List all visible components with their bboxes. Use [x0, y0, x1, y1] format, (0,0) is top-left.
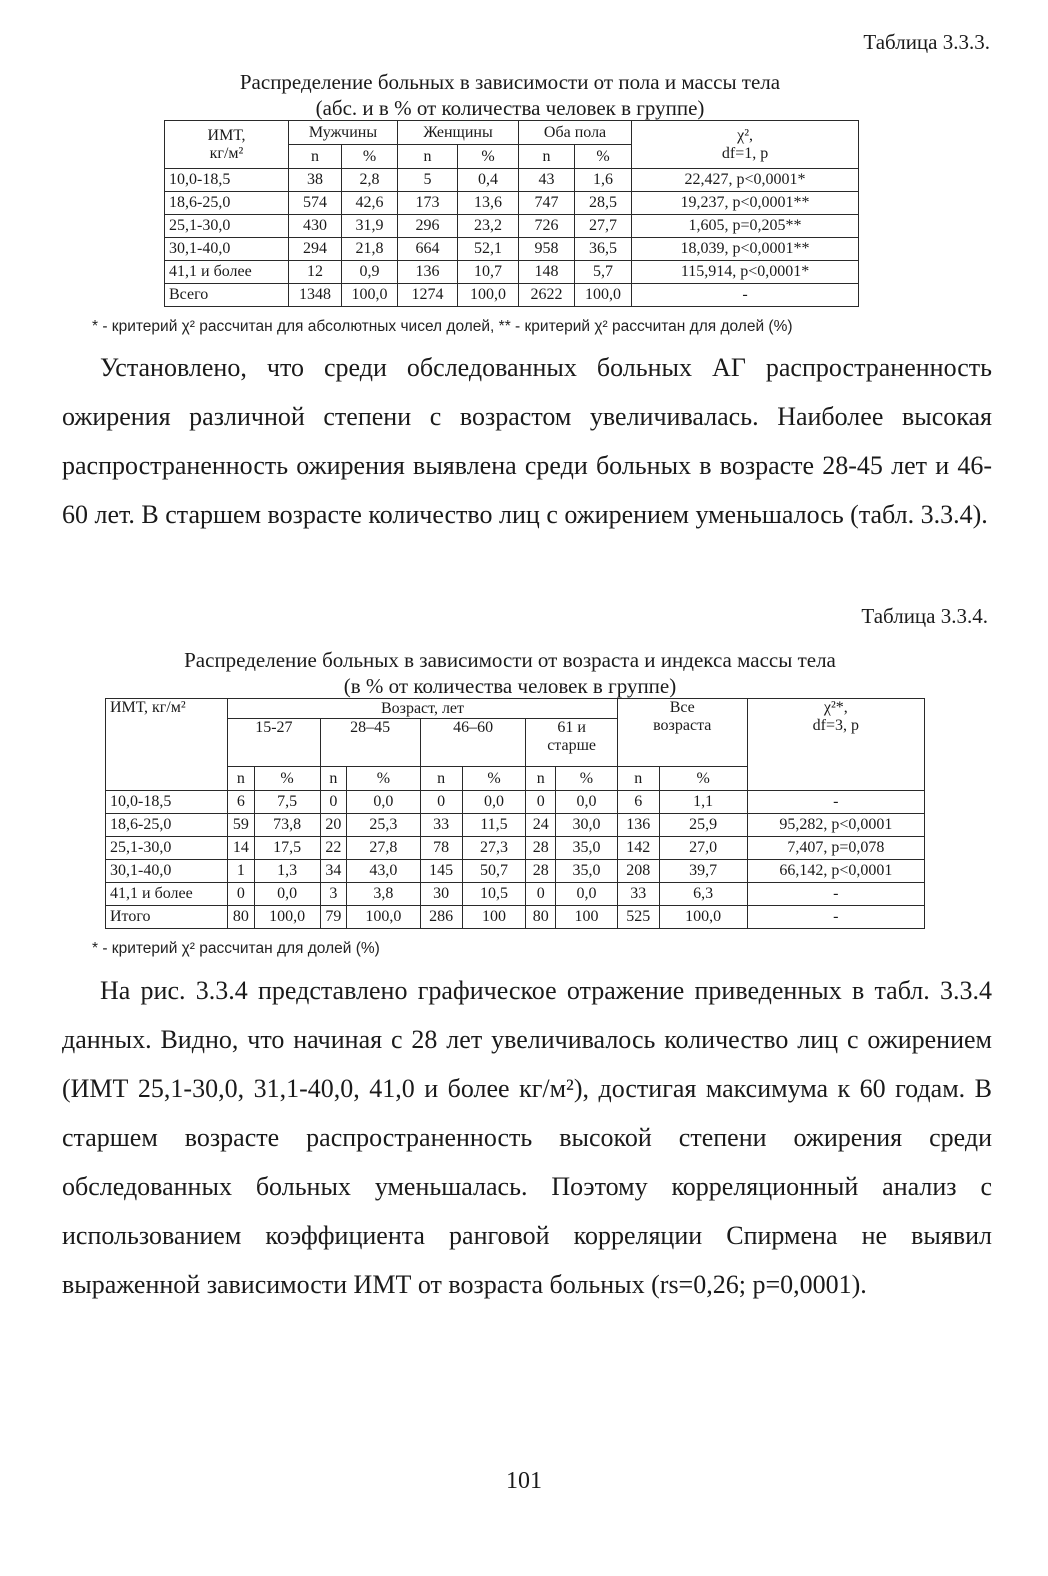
table-row — [106, 814, 925, 837]
table-row — [106, 791, 925, 814]
all-n-cell: 525 — [617, 906, 659, 929]
all-n-cell: 208 — [617, 860, 659, 883]
table-row — [165, 192, 859, 215]
both-pct-cell: 100,0 — [575, 284, 632, 307]
all-pct-cell: 1,1 — [659, 791, 747, 814]
header-age: Возраст, лет — [228, 699, 618, 719]
row-imt-cell: 25,1-30,0 — [106, 837, 228, 860]
46-60-pct-cell: 27,3 — [462, 837, 526, 860]
46-60-n-cell: 286 — [420, 906, 462, 929]
table-3-3-4-footnote: * - критерий χ² рассчитан для долей (%) — [92, 940, 380, 957]
15-27-n-cell: 6 — [228, 791, 254, 814]
15-27-pct-cell: 1,3 — [254, 860, 320, 883]
61-plus-n-cell: 28 — [526, 860, 556, 883]
61-plus-n-cell: 80 — [526, 906, 556, 929]
table-3-3-4-subtitle: (в % от количества человек в группе) — [343, 674, 677, 698]
28-45-pct-cell: 3,8 — [347, 883, 421, 906]
row-imt-cell: 10,0-18,5 — [165, 169, 289, 192]
women-pct-cell: 0,4 — [458, 169, 519, 192]
both-n-cell: 726 — [519, 215, 575, 238]
chi-cell: 7,407, p=0,078 — [747, 837, 924, 860]
28-45-n-cell: 3 — [320, 883, 346, 906]
28-45-pct-cell: 0,0 — [347, 791, 421, 814]
women-pct-cell: 100,0 — [458, 284, 519, 307]
men-n-cell: 38 — [289, 169, 342, 192]
table-3-3-3 — [164, 120, 859, 307]
row-imt-cell: 41,1 и более — [106, 883, 228, 906]
row-imt-cell: 10,0-18,5 — [106, 791, 228, 814]
header-n: n — [617, 767, 659, 791]
men-pct-cell: 42,6 — [342, 192, 398, 215]
header-pct: % — [462, 767, 526, 791]
men-pct-cell: 21,8 — [342, 238, 398, 261]
women-pct-cell: 13,6 — [458, 192, 519, 215]
header-age-46-60: 46–60 — [420, 719, 526, 767]
chi-cell: 19,237, p<0,0001** — [632, 192, 859, 215]
table-row — [165, 284, 859, 307]
men-pct-cell: 31,9 — [342, 215, 398, 238]
table-row — [165, 215, 859, 238]
46-60-pct-cell: 10,5 — [462, 883, 526, 906]
46-60-n-cell: 145 — [420, 860, 462, 883]
header-women: Женщины — [398, 121, 519, 145]
chi-cell: 1,605, p=0,205** — [632, 215, 859, 238]
both-pct-cell: 1,6 — [575, 169, 632, 192]
women-pct-cell: 23,2 — [458, 215, 519, 238]
table-3-3-3-body — [165, 169, 859, 307]
row-imt-cell: 18,6-25,0 — [165, 192, 289, 215]
header-imt: ИМТ, кг/м² — [165, 121, 289, 169]
15-27-pct-cell: 100,0 — [254, 906, 320, 929]
women-pct-cell: 52,1 — [458, 238, 519, 261]
header-all-ages: Все возраста — [617, 699, 747, 767]
men-n-cell: 430 — [289, 215, 342, 238]
header-chi: χ²*, df=3, p — [747, 699, 924, 791]
women-pct-cell: 10,7 — [458, 261, 519, 284]
15-27-n-cell: 80 — [228, 906, 254, 929]
61-plus-pct-cell: 35,0 — [556, 860, 618, 883]
15-27-n-cell: 14 — [228, 837, 254, 860]
header-n: n — [228, 767, 254, 791]
15-27-pct-cell: 0,0 — [254, 883, 320, 906]
header-pct: % — [659, 767, 747, 791]
header-n: n — [420, 767, 462, 791]
46-60-pct-cell: 50,7 — [462, 860, 526, 883]
header-age-28-45: 28–45 — [320, 719, 420, 767]
all-n-cell: 33 — [617, 883, 659, 906]
28-45-pct-cell: 25,3 — [347, 814, 421, 837]
both-n-cell: 958 — [519, 238, 575, 261]
women-n-cell: 173 — [398, 192, 458, 215]
all-pct-cell: 6,3 — [659, 883, 747, 906]
28-45-pct-cell: 100,0 — [347, 906, 421, 929]
header-chi: χ², df=1, p — [632, 121, 859, 169]
chi-cell: 115,914, p<0,0001* — [632, 261, 859, 284]
header-both: Оба пола — [519, 121, 632, 145]
both-pct-cell: 36,5 — [575, 238, 632, 261]
women-n-cell: 1274 — [398, 284, 458, 307]
28-45-pct-cell: 43,0 — [347, 860, 421, 883]
men-n-cell: 1348 — [289, 284, 342, 307]
table-row — [106, 906, 925, 929]
header-age-15-27: 15-27 — [228, 719, 320, 767]
61-plus-pct-cell: 0,0 — [556, 883, 618, 906]
row-imt-cell: Итого — [106, 906, 228, 929]
28-45-pct-cell: 27,8 — [347, 837, 421, 860]
men-n-cell: 12 — [289, 261, 342, 284]
row-imt-cell: 41,1 и более — [165, 261, 289, 284]
chi-cell: 66,142, p<0,0001 — [747, 860, 924, 883]
chi-cell: 18,039, p<0,0001** — [632, 238, 859, 261]
61-plus-n-cell: 24 — [526, 814, 556, 837]
men-pct-cell: 0,9 — [342, 261, 398, 284]
46-60-n-cell: 0 — [420, 791, 462, 814]
15-27-pct-cell: 73,8 — [254, 814, 320, 837]
all-n-cell: 142 — [617, 837, 659, 860]
women-n-cell: 136 — [398, 261, 458, 284]
header-n: n — [526, 767, 556, 791]
61-plus-n-cell: 0 — [526, 883, 556, 906]
15-27-pct-cell: 7,5 — [254, 791, 320, 814]
header-pct: % — [556, 767, 618, 791]
page-number: 101 — [506, 1468, 542, 1494]
table-3-3-3-footnote: * - критерий χ² рассчитан для абсолютных чисел долей, ** - критерий χ² рассчитан для долей (%) — [92, 318, 793, 335]
men-pct-cell: 2,8 — [342, 169, 398, 192]
header-pct: % — [458, 145, 519, 169]
61-plus-n-cell: 28 — [526, 837, 556, 860]
chi-cell: - — [747, 883, 924, 906]
15-27-pct-cell: 17,5 — [254, 837, 320, 860]
header-men: Мужчины — [289, 121, 398, 145]
header-pct: % — [575, 145, 632, 169]
table-3-3-3-subtitle: (абс. и в % от количества человек в группе) — [315, 96, 705, 120]
table-3-3-4 — [105, 698, 925, 929]
table-3-3-3-label: Таблица 3.3.3. — [863, 30, 990, 54]
15-27-n-cell: 1 — [228, 860, 254, 883]
46-60-n-cell: 30 — [420, 883, 462, 906]
table-row — [106, 837, 925, 860]
row-imt-cell: 30,1-40,0 — [106, 860, 228, 883]
header-n: n — [519, 145, 575, 169]
men-n-cell: 294 — [289, 238, 342, 261]
table-3-3-4-body — [106, 791, 925, 929]
28-45-n-cell: 34 — [320, 860, 346, 883]
header-pct: % — [254, 767, 320, 791]
header-imt: ИМТ, кг/м² — [106, 699, 228, 791]
men-pct-cell: 100,0 — [342, 284, 398, 307]
header-age-61-plus: 61 и старше — [526, 719, 617, 767]
table-row — [165, 238, 859, 261]
men-n-cell: 574 — [289, 192, 342, 215]
both-pct-cell: 27,7 — [575, 215, 632, 238]
28-45-n-cell: 79 — [320, 906, 346, 929]
61-plus-pct-cell: 100 — [556, 906, 618, 929]
28-45-n-cell: 0 — [320, 791, 346, 814]
women-n-cell: 664 — [398, 238, 458, 261]
28-45-n-cell: 20 — [320, 814, 346, 837]
paragraph-2: На рис. 3.3.4 представлено графическое отражение приведенных в табл. 3.3.4 данных. Видно, что начиная с 28 лет увеличивалось количество лиц с ожирением (ИМТ 25,1-30,0, 31,1-40,0, 41,0 и более кг/м²), достигая максимума к 60 годам. В старшем возрасте распространенность высокой степени ожирения среди обследованных больных уменьшалась. Поэтому корреляционный анализ с использованием коэффициента ранговой корреляции Спирмена не выявил выраженной зависимости ИМТ от возраста больных (rs=0,26; p=0,0001). — [62, 976, 992, 1299]
header-n: n — [289, 145, 342, 169]
46-60-pct-cell: 0,0 — [462, 791, 526, 814]
46-60-pct-cell: 100 — [462, 906, 526, 929]
both-n-cell: 43 — [519, 169, 575, 192]
table-3-3-4-label: Таблица 3.3.4. — [861, 604, 988, 628]
61-plus-pct-cell: 30,0 — [556, 814, 618, 837]
table-3-3-3-title: Распределение больных в зависимости от пола и массы тела — [239, 70, 781, 94]
chi-cell: - — [747, 906, 924, 929]
table-row — [165, 261, 859, 284]
table-row — [106, 860, 925, 883]
46-60-n-cell: 78 — [420, 837, 462, 860]
all-pct-cell: 39,7 — [659, 860, 747, 883]
chi-cell: 95,282, p<0,0001 — [747, 814, 924, 837]
both-n-cell: 747 — [519, 192, 575, 215]
both-n-cell: 2622 — [519, 284, 575, 307]
row-imt-cell: Всего — [165, 284, 289, 307]
women-n-cell: 296 — [398, 215, 458, 238]
all-n-cell: 136 — [617, 814, 659, 837]
chi-cell: - — [632, 284, 859, 307]
both-pct-cell: 5,7 — [575, 261, 632, 284]
header-n: n — [320, 767, 346, 791]
all-pct-cell: 25,9 — [659, 814, 747, 837]
row-imt-cell: 18,6-25,0 — [106, 814, 228, 837]
women-n-cell: 5 — [398, 169, 458, 192]
61-plus-n-cell: 0 — [526, 791, 556, 814]
61-plus-pct-cell: 35,0 — [556, 837, 618, 860]
table-row — [106, 883, 925, 906]
header-n: n — [398, 145, 458, 169]
header-pct: % — [342, 145, 398, 169]
table-3-3-4-title: Распределение больных в зависимости от возраста и индекса массы тела — [184, 648, 836, 672]
46-60-pct-cell: 11,5 — [462, 814, 526, 837]
row-imt-cell: 25,1-30,0 — [165, 215, 289, 238]
both-n-cell: 148 — [519, 261, 575, 284]
61-plus-pct-cell: 0,0 — [556, 791, 618, 814]
paragraph-1: Установлено, что среди обследованных больных АГ распространенность ожирения различной степени с возрастом увеличивалась. Наиболее высокая распространенность ожирения выявлена среди больных в возрасте 28-45 лет и 46-60 лет. В старшем возрасте количество лиц с ожирением уменьшалось (табл. 3.3.4). — [62, 353, 992, 529]
all-pct-cell: 27,0 — [659, 837, 747, 860]
row-imt-cell: 30,1-40,0 — [165, 238, 289, 261]
15-27-n-cell: 59 — [228, 814, 254, 837]
chi-cell: - — [747, 791, 924, 814]
all-n-cell: 6 — [617, 791, 659, 814]
15-27-n-cell: 0 — [228, 883, 254, 906]
28-45-n-cell: 22 — [320, 837, 346, 860]
all-pct-cell: 100,0 — [659, 906, 747, 929]
table-row — [165, 169, 859, 192]
chi-cell: 22,427, p<0,0001* — [632, 169, 859, 192]
both-pct-cell: 28,5 — [575, 192, 632, 215]
header-pct: % — [347, 767, 421, 791]
46-60-n-cell: 33 — [420, 814, 462, 837]
